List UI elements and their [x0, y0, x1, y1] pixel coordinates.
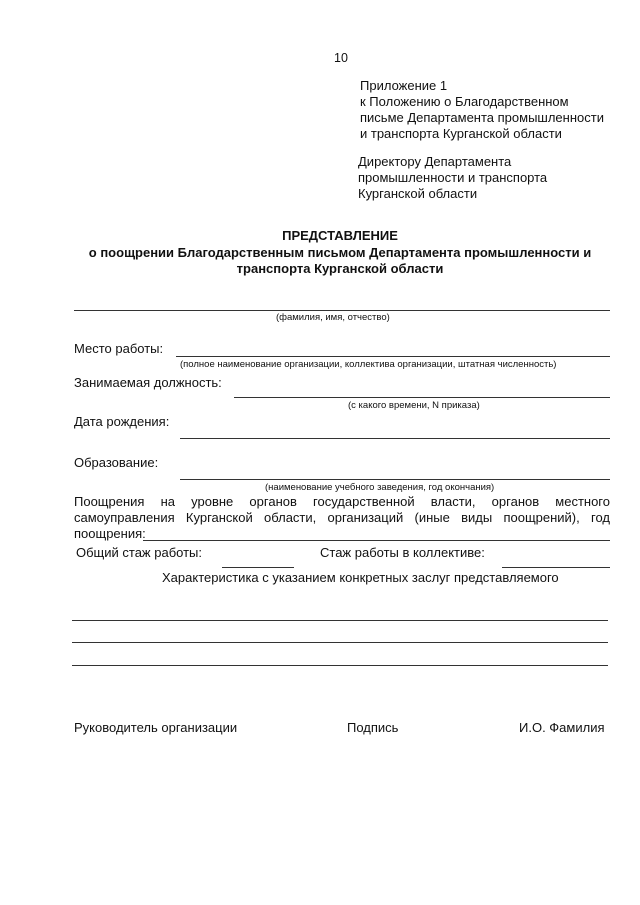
- appendix-line: Приложение 1: [360, 78, 448, 93]
- appendix-block: [360, 78, 604, 142]
- workplace-underline[interactable]: [176, 356, 610, 357]
- addressee-block: [358, 154, 547, 202]
- appendix-line: письме Департамента промышленности: [360, 110, 604, 125]
- signature-head-label: Руководитель организации: [74, 720, 238, 735]
- awards-line: Поощрения на уровне органов государственной власти, органов местного: [74, 494, 610, 509]
- page-number: 10: [334, 51, 348, 65]
- document-subtitle-line: транспорта Курганской области: [236, 261, 444, 276]
- team-experience-underline[interactable]: [502, 567, 610, 568]
- workplace-hint: (полное наименование организации, коллектива организации, штатная численность): [180, 359, 557, 370]
- education-hint: (наименование учебного заведения, год окончания): [265, 482, 495, 493]
- awards-underline[interactable]: [143, 540, 610, 541]
- team-experience-label: Стаж работы в коллективе:: [320, 545, 485, 560]
- name-hint: (фамилия, имя, отчество): [276, 312, 390, 323]
- document-subtitle-line: о поощрении Благодарственным письмом Департамента промышленности и: [88, 245, 592, 260]
- addressee-line: Курганской области: [358, 186, 478, 201]
- addressee-line: Директору Департамента: [358, 154, 512, 169]
- signature-name-label: И.О. Фамилия: [519, 720, 605, 735]
- document-title: ПРЕДСТАВЛЕНИЕ: [282, 228, 398, 243]
- total-experience-label: Общий стаж работы:: [76, 545, 202, 560]
- awards-line: поощрения:: [74, 526, 146, 541]
- characteristic-label: Характеристика с указанием конкретных заслуг представляемого: [162, 570, 559, 585]
- birthdate-underline[interactable]: [180, 438, 610, 439]
- education-label: Образование:: [74, 455, 159, 470]
- addressee-line: промышленности и транспорта: [358, 170, 548, 185]
- birthdate-label: Дата рождения:: [74, 414, 170, 429]
- characteristic-underline[interactable]: [72, 620, 608, 621]
- appendix-line: и транспорта Курганской области: [360, 126, 562, 141]
- appendix-line: к Положению о Благодарственном: [360, 94, 569, 109]
- total-experience-underline[interactable]: [222, 567, 294, 568]
- characteristic-underline[interactable]: [72, 665, 608, 666]
- workplace-label: Место работы:: [74, 341, 164, 356]
- position-underline[interactable]: [234, 397, 610, 398]
- position-label: Занимаемая должность:: [74, 375, 222, 390]
- name-underline[interactable]: [74, 310, 610, 311]
- awards-line: самоуправления Курганской области, организаций (иные виды поощрений), год: [74, 510, 610, 525]
- characteristic-underline[interactable]: [72, 642, 608, 643]
- signature-sign-label: Подпись: [347, 720, 399, 735]
- position-hint: (с какого времени, N приказа): [348, 400, 480, 411]
- education-underline[interactable]: [180, 479, 610, 480]
